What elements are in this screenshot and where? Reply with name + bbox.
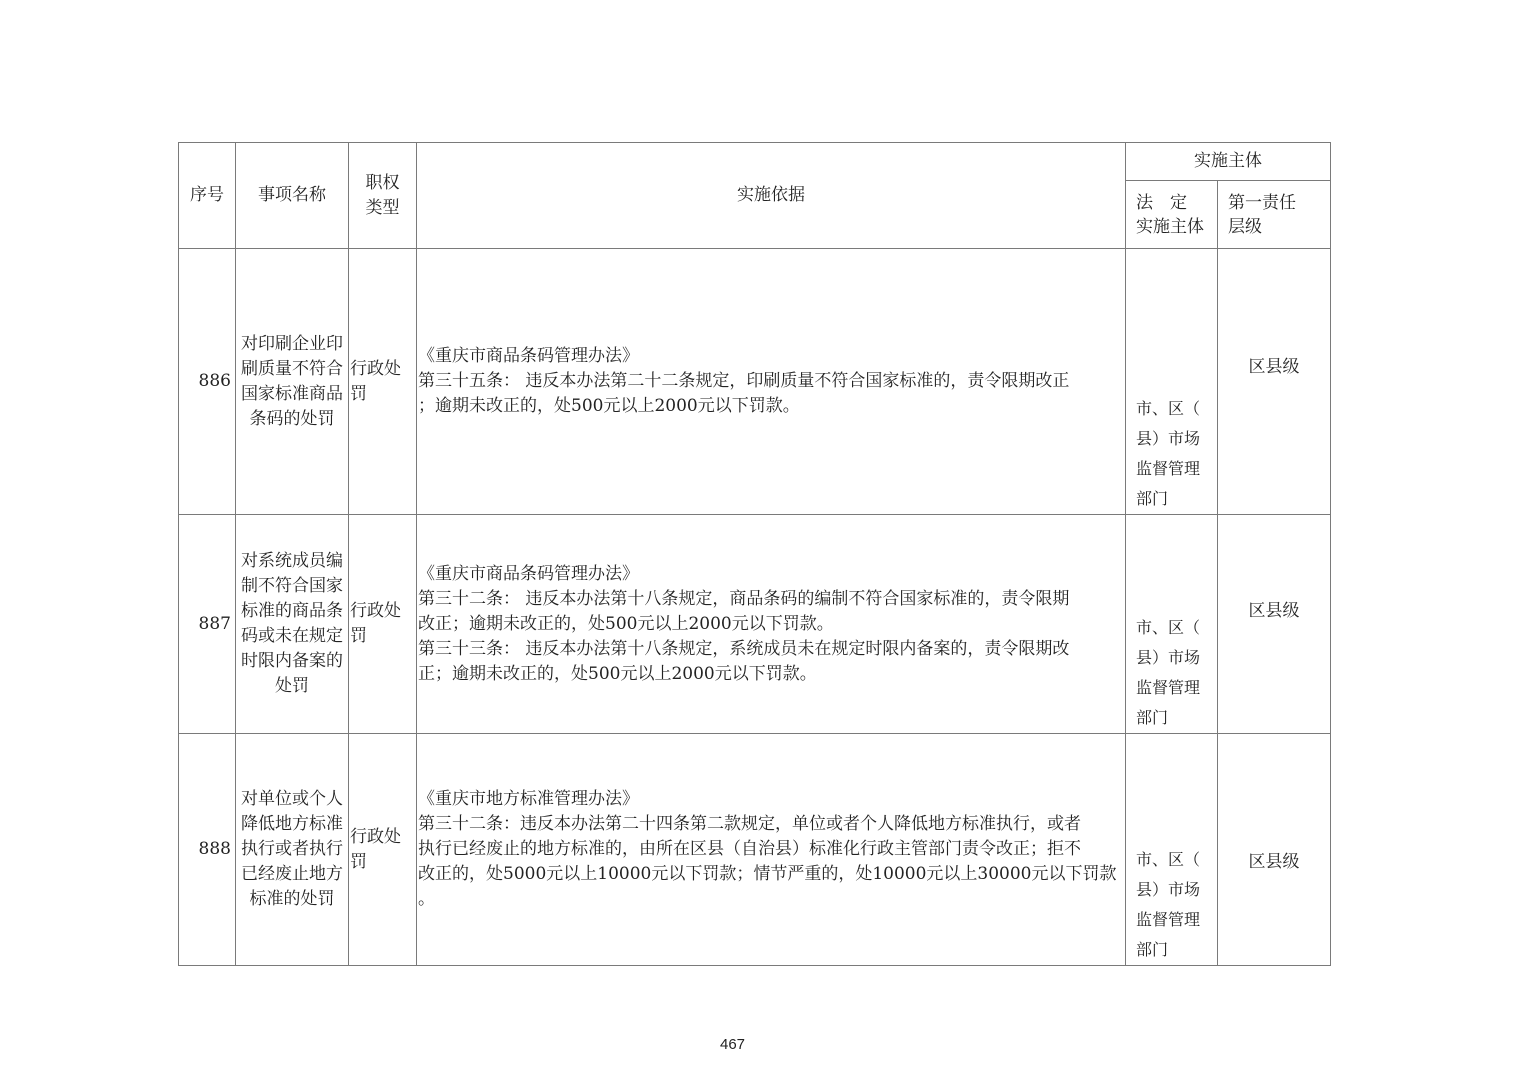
subject-line: 县）市场 [1136,880,1201,899]
row-seq: 886 [179,249,236,515]
row-item-name: 对印刷企业印刷质量不符合国家标准商品条码的处罚 [236,249,349,515]
header-power-type [349,143,417,249]
row-power-type: 行政处罚 [349,515,417,734]
table-row [179,515,1331,734]
header-seq: 序号 [179,143,236,249]
table-row [179,734,1331,966]
basis-line: ；逾期未改正的，处500元以上2000元以下罚款。 [418,396,800,416]
header-subject-group: 实施主体 [1126,143,1331,181]
subject-line: 市、区（ [1136,618,1201,637]
row-item-name: 对系统成员编制不符合国家标准的商品条码或未在规定时限内备案的处罚 [236,515,349,734]
enforcement-items-table [178,142,1331,966]
row-first-level [1218,249,1331,515]
row-power-type: 行政处罚 [349,734,417,966]
page-number: 467 [719,1036,746,1053]
subject-line: 部门 [1136,708,1169,727]
basis-line: 改正的，处5000元以上10000元以下罚款；情节严重的，处10000元以上30000元以下罚款 [418,864,1117,884]
first-level-text: 区县级 [1248,357,1300,377]
header-legal-subject-line2: 实施主体 [1136,216,1204,237]
row-first-level [1218,734,1331,966]
subject-line: 县）市场 [1136,429,1201,448]
header-legal-subject [1126,181,1218,249]
basis-line: 第三十二条： 违反本办法第十八条规定，商品条码的编制不符合国家标准的，责令限期 [418,588,1070,609]
basis-line: 改正；逾期未改正的，处500元以上2000元以下罚款。 [418,613,834,634]
basis-line: 《重庆市商品条码管理办法》 [418,563,639,584]
basis-line: 第三十二条：违反本办法第二十四条第二款规定，单位或者个人降低地方标准执行，或者 [418,814,1081,834]
first-level-text: 区县级 [1248,852,1300,872]
row-item-name: 对单位或个人降低地方标准执行或者执行已经废止地方标准的处罚 [236,734,349,966]
first-level-text: 区县级 [1248,601,1300,621]
row-seq: 887 [179,515,236,734]
basis-line: 第三十三条： 违反本办法第十八条规定，系统成员未在规定时限内备案的，责令限期改 [418,638,1070,659]
row-legal-subject [1126,515,1218,734]
row-basis [417,515,1126,734]
header-first-level-line1: 第一责任 [1228,192,1296,213]
basis-line: 第三十五条： 违反本办法第二十二条规定，印刷质量不符合国家标准的，责令限期改正 [418,371,1070,391]
basis-line: 《重庆市商品条码管理办法》 [418,346,639,366]
table-row [179,249,1331,515]
subject-line: 监督管理 [1136,910,1201,929]
row-legal-subject [1126,734,1218,966]
header-basis: 实施依据 [417,143,1126,249]
basis-line: 执行已经废止的地方标准的，由所在区县（自治县）标准化行政主管部门责令改正；拒不 [418,839,1081,859]
row-first-level [1218,515,1331,734]
basis-line: 正；逾期未改正的，处500元以上2000元以下罚款。 [418,663,817,684]
header-power-type-line1: 职权 [365,172,400,193]
row-basis [417,249,1126,515]
row-legal-subject [1126,249,1218,515]
subject-line: 部门 [1136,489,1169,508]
table-header-row [179,143,1331,181]
subject-line: 市、区（ [1136,850,1201,869]
row-basis [417,734,1126,966]
subject-line: 监督管理 [1136,459,1201,478]
header-legal-subject-line1: 法 定 [1136,192,1187,213]
header-power-type-line2: 类型 [365,197,400,218]
basis-line: 。 [418,889,435,909]
header-item-name: 事项名称 [236,143,349,249]
subject-line: 县）市场 [1136,648,1201,667]
row-power-type: 行政处罚 [349,249,417,515]
basis-line: 《重庆市地方标准管理办法》 [418,789,639,809]
header-first-level [1218,181,1331,249]
subject-line: 监督管理 [1136,678,1201,697]
row-seq: 888 [179,734,236,966]
header-first-level-line2: 层级 [1228,216,1262,237]
subject-line: 部门 [1136,940,1169,959]
subject-line: 市、区（ [1136,399,1201,418]
